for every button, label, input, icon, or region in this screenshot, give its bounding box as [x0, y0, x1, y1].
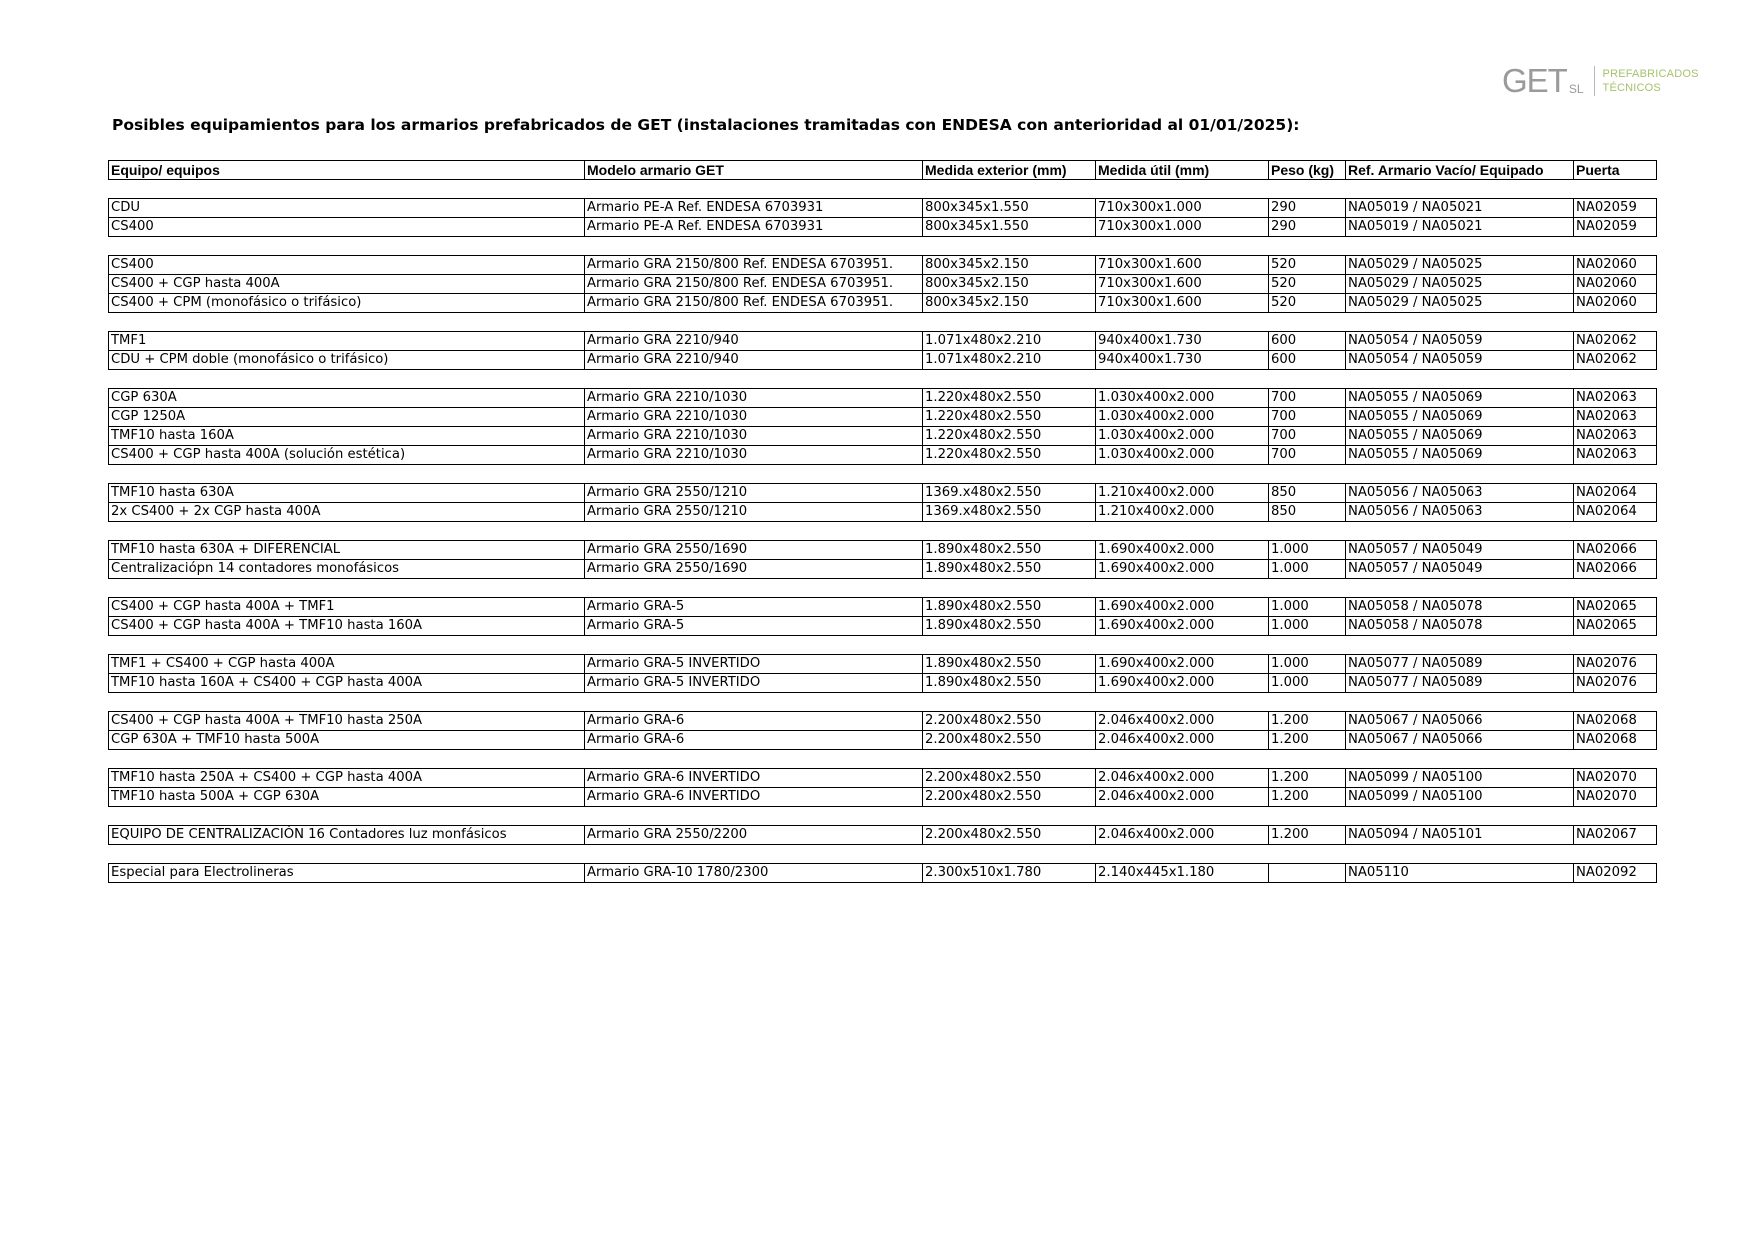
- cell-medida-util: 1.690x400x2.000: [1096, 617, 1269, 636]
- cell-ref-armario: NA05067 / NA05066: [1346, 712, 1574, 731]
- cell-ref-armario: NA05099 / NA05100: [1346, 788, 1574, 807]
- cell-equipo: CS400 + CGP hasta 400A + TMF1: [109, 598, 585, 617]
- cell-puerta: NA02068: [1574, 712, 1657, 731]
- cell-medida-exterior: 1.220x480x2.550: [923, 427, 1096, 446]
- cell-medida-exterior: 1.071x480x2.210: [923, 351, 1096, 370]
- cell-modelo: Armario GRA 2550/2200: [585, 826, 923, 845]
- cell-peso: 520: [1269, 256, 1346, 275]
- cell-peso: 600: [1269, 351, 1346, 370]
- cell-equipo: CGP 630A: [109, 389, 585, 408]
- cell-equipo: TMF10 hasta 630A: [109, 484, 585, 503]
- cell-medida-util: 1.690x400x2.000: [1096, 560, 1269, 579]
- group-spacer-row: [109, 636, 1657, 655]
- cell-equipo: TMF10 hasta 630A + DIFERENCIAL: [109, 541, 585, 560]
- table-row: [109, 598, 1657, 617]
- cell-equipo: CS400 + CGP hasta 400A (solución estética): [109, 446, 585, 465]
- cell-peso: 520: [1269, 294, 1346, 313]
- cell-ref-armario: NA05099 / NA05100: [1346, 769, 1574, 788]
- cell-puerta: NA02065: [1574, 598, 1657, 617]
- group-spacer-row: [109, 313, 1657, 332]
- cell-equipo: CGP 630A + TMF10 hasta 500A: [109, 731, 585, 750]
- cell-medida-exterior: 1.220x480x2.550: [923, 408, 1096, 427]
- cell-puerta: NA02059: [1574, 199, 1657, 218]
- table-row: [109, 199, 1657, 218]
- cell-ref-armario: NA05055 / NA05069: [1346, 408, 1574, 427]
- cell-puerta: NA02070: [1574, 788, 1657, 807]
- cell-medida-exterior: 2.200x480x2.550: [923, 826, 1096, 845]
- table-row: [109, 826, 1657, 845]
- cell-modelo: Armario GRA-6: [585, 712, 923, 731]
- cell-peso: 1.200: [1269, 769, 1346, 788]
- cell-medida-util: 2.046x400x2.000: [1096, 769, 1269, 788]
- cell-medida-util: 2.046x400x2.000: [1096, 712, 1269, 731]
- cell-medida-util: 1.690x400x2.000: [1096, 598, 1269, 617]
- cell-peso: [1269, 864, 1346, 883]
- table-row: [109, 332, 1657, 351]
- table-row: [109, 294, 1657, 313]
- cell-medida-exterior: 2.200x480x2.550: [923, 731, 1096, 750]
- cell-puerta: NA02059: [1574, 218, 1657, 237]
- cell-modelo: Armario GRA 2210/1030: [585, 389, 923, 408]
- cell-puerta: NA02065: [1574, 617, 1657, 636]
- cell-ref-armario: NA05019 / NA05021: [1346, 218, 1574, 237]
- logo-divider: [1594, 66, 1595, 96]
- cell-peso: 290: [1269, 199, 1346, 218]
- cell-modelo: Armario GRA 2550/1690: [585, 560, 923, 579]
- cell-equipo: CS400: [109, 256, 585, 275]
- table-header-row: [109, 161, 1657, 180]
- table-row: [109, 427, 1657, 446]
- group-spacer-cell: [109, 180, 1657, 199]
- cell-peso: 850: [1269, 484, 1346, 503]
- table-row: [109, 712, 1657, 731]
- cell-modelo: Armario GRA 2550/1690: [585, 541, 923, 560]
- cell-medida-util: 1.030x400x2.000: [1096, 389, 1269, 408]
- cell-ref-armario: NA05058 / NA05078: [1346, 598, 1574, 617]
- cell-medida-util: 1.030x400x2.000: [1096, 427, 1269, 446]
- cell-medida-exterior: 1.220x480x2.550: [923, 389, 1096, 408]
- cell-equipo: TMF10 hasta 250A + CS400 + CGP hasta 400A: [109, 769, 585, 788]
- logo-tagline-line1: PREFABRICADOS: [1602, 68, 1699, 80]
- cell-equipo: TMF1 + CS400 + CGP hasta 400A: [109, 655, 585, 674]
- cell-medida-exterior: 1.220x480x2.550: [923, 446, 1096, 465]
- cell-medida-exterior: 1369.x480x2.550: [923, 503, 1096, 522]
- cell-ref-armario: NA05029 / NA05025: [1346, 256, 1574, 275]
- cell-equipo: Especial para Electrolineras: [109, 864, 585, 883]
- cell-peso: 1.200: [1269, 826, 1346, 845]
- column-header-equipo: Equipo/ equipos: [109, 161, 585, 180]
- cell-peso: 1.200: [1269, 731, 1346, 750]
- cell-equipo: CS400: [109, 218, 585, 237]
- table-row: [109, 218, 1657, 237]
- cell-medida-exterior: 800x345x2.150: [923, 275, 1096, 294]
- cell-modelo: Armario GRA 2210/1030: [585, 446, 923, 465]
- cell-ref-armario: NA05110: [1346, 864, 1574, 883]
- cell-modelo: Armario GRA 2210/1030: [585, 427, 923, 446]
- cell-puerta: NA02063: [1574, 389, 1657, 408]
- table-row: [109, 484, 1657, 503]
- column-header-medida-exterior: Medida exterior (mm): [923, 161, 1096, 180]
- cell-peso: 520: [1269, 275, 1346, 294]
- cell-medida-util: 2.046x400x2.000: [1096, 731, 1269, 750]
- cell-ref-armario: NA05077 / NA05089: [1346, 655, 1574, 674]
- cell-peso: 1.000: [1269, 617, 1346, 636]
- table-row: [109, 275, 1657, 294]
- group-spacer-row: [109, 750, 1657, 769]
- cell-ref-armario: NA05077 / NA05089: [1346, 674, 1574, 693]
- cell-modelo: Armario GRA 2550/1210: [585, 484, 923, 503]
- cell-medida-util: 2.140x445x1.180: [1096, 864, 1269, 883]
- cell-medida-exterior: 2.200x480x2.550: [923, 712, 1096, 731]
- cell-peso: 1.000: [1269, 674, 1346, 693]
- table-body: [109, 180, 1657, 883]
- cell-medida-util: 710x300x1.600: [1096, 256, 1269, 275]
- cell-peso: 1.000: [1269, 560, 1346, 579]
- cell-modelo: Armario GRA-10 1780/2300: [585, 864, 923, 883]
- table-row: [109, 503, 1657, 522]
- cell-ref-armario: NA05029 / NA05025: [1346, 275, 1574, 294]
- cell-ref-armario: NA05055 / NA05069: [1346, 427, 1574, 446]
- cell-medida-util: 1.210x400x2.000: [1096, 503, 1269, 522]
- cell-medida-util: 940x400x1.730: [1096, 351, 1269, 370]
- cell-medida-exterior: 1.890x480x2.550: [923, 598, 1096, 617]
- cell-ref-armario: NA05029 / NA05025: [1346, 294, 1574, 313]
- cell-ref-armario: NA05056 / NA05063: [1346, 503, 1574, 522]
- cell-medida-exterior: 1369.x480x2.550: [923, 484, 1096, 503]
- cell-medida-exterior: 1.890x480x2.550: [923, 617, 1096, 636]
- cell-puerta: NA02070: [1574, 769, 1657, 788]
- cell-equipo: EQUIPO DE CENTRALIZACIÓN 16 Contadores luz monfásicos: [109, 826, 585, 845]
- cell-equipo: TMF1: [109, 332, 585, 351]
- cell-peso: 290: [1269, 218, 1346, 237]
- group-spacer-cell: [109, 579, 1657, 598]
- cell-medida-exterior: 2.300x510x1.780: [923, 864, 1096, 883]
- group-spacer-cell: [109, 370, 1657, 389]
- cell-peso: 1.000: [1269, 655, 1346, 674]
- cell-medida-util: 1.690x400x2.000: [1096, 541, 1269, 560]
- cell-medida-util: 710x300x1.600: [1096, 275, 1269, 294]
- cell-medida-util: 1.030x400x2.000: [1096, 446, 1269, 465]
- table-row: [109, 788, 1657, 807]
- cell-medida-util: 1.210x400x2.000: [1096, 484, 1269, 503]
- cell-medida-util: 1.030x400x2.000: [1096, 408, 1269, 427]
- cell-medida-util: 1.690x400x2.000: [1096, 655, 1269, 674]
- cell-medida-util: 1.690x400x2.000: [1096, 674, 1269, 693]
- cell-ref-armario: NA05054 / NA05059: [1346, 332, 1574, 351]
- cell-modelo: Armario GRA 2550/1210: [585, 503, 923, 522]
- column-header-ref-armario: Ref. Armario Vacío/ Equipado: [1346, 161, 1574, 180]
- group-spacer-cell: [109, 636, 1657, 655]
- cell-puerta: NA02060: [1574, 294, 1657, 313]
- cell-medida-exterior: 800x345x2.150: [923, 294, 1096, 313]
- logo-wordmark: GET: [1502, 62, 1567, 99]
- cell-peso: 700: [1269, 446, 1346, 465]
- cell-peso: 700: [1269, 408, 1346, 427]
- group-spacer-cell: [109, 313, 1657, 332]
- cell-puerta: NA02064: [1574, 484, 1657, 503]
- cell-ref-armario: NA05058 / NA05078: [1346, 617, 1574, 636]
- column-header-puerta: Puerta: [1574, 161, 1657, 180]
- cell-puerta: NA02062: [1574, 332, 1657, 351]
- cell-puerta: NA02064: [1574, 503, 1657, 522]
- cell-equipo: CS400 + CPM (monofásico o trifásico): [109, 294, 585, 313]
- cell-modelo: Armario PE-A Ref. ENDESA 6703931: [585, 218, 923, 237]
- logo-tagline: [1603, 67, 1699, 95]
- group-spacer-cell: [109, 237, 1657, 256]
- table-row: [109, 655, 1657, 674]
- logo-suffix: SL: [1568, 82, 1584, 96]
- cell-modelo: Armario GRA-6 INVERTIDO: [585, 769, 923, 788]
- group-spacer-cell: [109, 693, 1657, 712]
- cell-peso: 1.000: [1269, 541, 1346, 560]
- cell-medida-util: 2.046x400x2.000: [1096, 826, 1269, 845]
- table-row: [109, 256, 1657, 275]
- cell-medida-util: 940x400x1.730: [1096, 332, 1269, 351]
- table-row: [109, 674, 1657, 693]
- group-spacer-cell: [109, 465, 1657, 484]
- column-header-peso: Peso (kg): [1269, 161, 1346, 180]
- group-spacer-row: [109, 807, 1657, 826]
- group-spacer-row: [109, 180, 1657, 199]
- cell-ref-armario: NA05094 / NA05101: [1346, 826, 1574, 845]
- group-spacer-row: [109, 465, 1657, 484]
- cell-equipo: Centralizaciópn 14 contadores monofásicos: [109, 560, 585, 579]
- cell-peso: 1.000: [1269, 598, 1346, 617]
- cell-modelo: Armario PE-A Ref. ENDESA 6703931: [585, 199, 923, 218]
- group-spacer-row: [109, 237, 1657, 256]
- cell-modelo: Armario GRA 2210/940: [585, 351, 923, 370]
- cell-modelo: Armario GRA 2150/800 Ref. ENDESA 6703951.: [585, 256, 923, 275]
- cell-puerta: NA02076: [1574, 655, 1657, 674]
- group-spacer-row: [109, 579, 1657, 598]
- table-row: [109, 731, 1657, 750]
- table-row: [109, 769, 1657, 788]
- cell-medida-exterior: 1.071x480x2.210: [923, 332, 1096, 351]
- cell-modelo: Armario GRA-5: [585, 598, 923, 617]
- cell-medida-util: 2.046x400x2.000: [1096, 788, 1269, 807]
- cell-modelo: Armario GRA-5 INVERTIDO: [585, 674, 923, 693]
- cell-equipo: 2x CS400 + 2x CGP hasta 400A: [109, 503, 585, 522]
- document-title: Posibles equipamientos para los armarios prefabricados de GET (instalaciones tramitadas con ENDESA con anterioridad al 01/01/2025):: [112, 116, 1300, 134]
- table-row: [109, 389, 1657, 408]
- table-row: [109, 560, 1657, 579]
- cell-medida-exterior: 1.890x480x2.550: [923, 560, 1096, 579]
- cell-puerta: NA02060: [1574, 275, 1657, 294]
- table-row: [109, 864, 1657, 883]
- cell-peso: 600: [1269, 332, 1346, 351]
- cell-peso: 700: [1269, 427, 1346, 446]
- cell-ref-armario: NA05057 / NA05049: [1346, 541, 1574, 560]
- cell-medida-exterior: 800x345x1.550: [923, 199, 1096, 218]
- cell-medida-exterior: 800x345x2.150: [923, 256, 1096, 275]
- cell-ref-armario: NA05055 / NA05069: [1346, 446, 1574, 465]
- column-header-modelo: Modelo armario GET: [585, 161, 923, 180]
- cell-modelo: Armario GRA 2210/940: [585, 332, 923, 351]
- equipment-table: [108, 160, 1657, 883]
- cell-peso: 700: [1269, 389, 1346, 408]
- cell-puerta: NA02092: [1574, 864, 1657, 883]
- cell-puerta: NA02066: [1574, 560, 1657, 579]
- table-row: [109, 408, 1657, 427]
- group-spacer-row: [109, 845, 1657, 864]
- cell-medida-exterior: 2.200x480x2.550: [923, 788, 1096, 807]
- cell-medida-exterior: 1.890x480x2.550: [923, 541, 1096, 560]
- cell-equipo: TMF10 hasta 500A + CGP 630A: [109, 788, 585, 807]
- cell-equipo: TMF10 hasta 160A + CS400 + CGP hasta 400A: [109, 674, 585, 693]
- cell-modelo: Armario GRA-5 INVERTIDO: [585, 655, 923, 674]
- table-row: [109, 351, 1657, 370]
- cell-ref-armario: NA05056 / NA05063: [1346, 484, 1574, 503]
- cell-ref-armario: NA05055 / NA05069: [1346, 389, 1574, 408]
- cell-medida-exterior: 1.890x480x2.550: [923, 655, 1096, 674]
- cell-equipo: CDU: [109, 199, 585, 218]
- cell-modelo: Armario GRA 2150/800 Ref. ENDESA 6703951.: [585, 294, 923, 313]
- cell-modelo: Armario GRA 2150/800 Ref. ENDESA 6703951.: [585, 275, 923, 294]
- group-spacer-cell: [109, 807, 1657, 826]
- cell-modelo: Armario GRA-6: [585, 731, 923, 750]
- cell-modelo: Armario GRA-6 INVERTIDO: [585, 788, 923, 807]
- group-spacer-row: [109, 693, 1657, 712]
- cell-medida-exterior: 800x345x1.550: [923, 218, 1096, 237]
- group-spacer-cell: [109, 845, 1657, 864]
- cell-puerta: NA02068: [1574, 731, 1657, 750]
- cell-puerta: NA02066: [1574, 541, 1657, 560]
- cell-equipo: CS400 + CGP hasta 400A + TMF10 hasta 160A: [109, 617, 585, 636]
- cell-ref-armario: NA05057 / NA05049: [1346, 560, 1574, 579]
- cell-peso: 850: [1269, 503, 1346, 522]
- group-spacer-cell: [109, 750, 1657, 769]
- cell-puerta: NA02062: [1574, 351, 1657, 370]
- cell-equipo: CS400 + CGP hasta 400A: [109, 275, 585, 294]
- cell-medida-util: 710x300x1.000: [1096, 218, 1269, 237]
- cell-medida-exterior: 2.200x480x2.550: [923, 769, 1096, 788]
- cell-modelo: Armario GRA 2210/1030: [585, 408, 923, 427]
- cell-puerta: NA02076: [1574, 674, 1657, 693]
- cell-equipo: CGP 1250A: [109, 408, 585, 427]
- cell-medida-util: 710x300x1.000: [1096, 199, 1269, 218]
- column-header-medida-util: Medida útil (mm): [1096, 161, 1269, 180]
- cell-ref-armario: NA05054 / NA05059: [1346, 351, 1574, 370]
- cell-puerta: NA02067: [1574, 826, 1657, 845]
- cell-equipo: CS400 + CGP hasta 400A + TMF10 hasta 250A: [109, 712, 585, 731]
- cell-ref-armario: NA05019 / NA05021: [1346, 199, 1574, 218]
- cell-modelo: Armario GRA-5: [585, 617, 923, 636]
- cell-puerta: NA02063: [1574, 446, 1657, 465]
- cell-equipo: TMF10 hasta 160A: [109, 427, 585, 446]
- table-row: [109, 541, 1657, 560]
- table-row: [109, 617, 1657, 636]
- cell-puerta: NA02063: [1574, 427, 1657, 446]
- cell-ref-armario: NA05067 / NA05066: [1346, 731, 1574, 750]
- cell-peso: 1.200: [1269, 788, 1346, 807]
- group-spacer-cell: [109, 522, 1657, 541]
- group-spacer-row: [109, 370, 1657, 389]
- cell-medida-util: 710x300x1.600: [1096, 294, 1269, 313]
- company-logo: [1502, 64, 1699, 98]
- cell-puerta: NA02060: [1574, 256, 1657, 275]
- cell-peso: 1.200: [1269, 712, 1346, 731]
- table-row: [109, 446, 1657, 465]
- group-spacer-row: [109, 522, 1657, 541]
- logo-tagline-line2: TÉCNICOS: [1602, 82, 1661, 94]
- cell-puerta: NA02063: [1574, 408, 1657, 427]
- cell-equipo: CDU + CPM doble (monofásico o trifásico): [109, 351, 585, 370]
- cell-medida-exterior: 1.890x480x2.550: [923, 674, 1096, 693]
